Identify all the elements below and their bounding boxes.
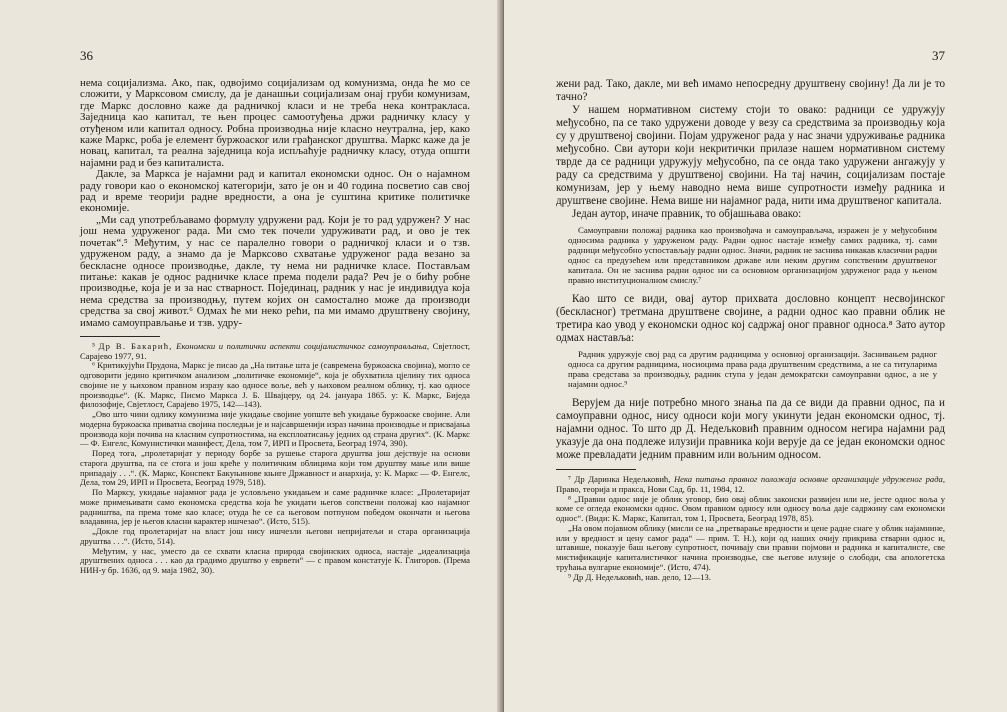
- right-page: [504, 0, 1007, 712]
- footnote-8-cont: „На овом појавном облику (мисли се на „претварање вредности и цене радне снаге у облик најамнине, или у вредност и цену самог рада“ — прим. Т. Н.), који од наших очију прикрива стварни однос и, штавише, показује баш његову супротност, почивају сви правни појмови и радника и капиталисте, све мистификације капиталистичког начина производње, све његове илузије о слободи, сва апологетска трућања вулгарне економије“. (Исто, 474).: [556, 522, 945, 572]
- paragraph: У нашем нормативном систему стоји то овако: радници се удружују међусобно, па се тако удружени доводе у везу са средствима за производњу која су у друштвеној својини. Појам удруженог рада у нас значи удруживање радника међусобно. Сви аутори који некритички прилазе нашем нормативном систему тврде да се радници удружују међусобно, па се онда тако удружени ангажују у раду са средствима у друштвеној својини. На тај начин, социјализам постаје комунизам, јер у њему наводно нема више супротности између радника и друштвене својине. Нема више ни најамног рада, нити има друштвеног капитала.: [556, 104, 945, 207]
- footnote-6-cont: Међутим, у нас, уместо да се схвати класна природа својинских односа, настаје „идеализација друштвених односа . . . као да градимо друштво у еврвети“ — с правом констатује К. Глигоров. (Према НИН-у бр. 1636, од 9. маја 1982, 30).: [80, 545, 470, 576]
- paragraph: нема социјализма. Ако, пак, одвојимо социјализам од комунизма, онда ће мо се сложити, у Марксовом смислу, да је данашњи социјализам онај груби комунизам, где Маркс дословно каже да радничкој класи и не треба нека контракласа. Заједница као капитал, те њен процес самоотуђења држи радничку класу у отуђеном или капитал односу. Робна производња није класно неутрална, јер, како каже Маркс, роба је елемент буржоаског или грађанског друштва. Маркс каже да је новац, капитал, та реална заједница која испљаћује радничку класу, отуда општи најамни рад и без капиталиста.: [80, 77, 470, 169]
- footnote-7: ⁷ Др Даринка Недељковић, Нека питања правног положаја основне организације удруженог рада, Право, теорија и пракса, Нови Сад, бр. 11, 1984, 12.: [556, 474, 945, 494]
- footnote-rule: [80, 336, 160, 337]
- footnote-9: ⁹ Др Д. Недељковић, нав. дело, 12—13.: [568, 571, 712, 582]
- footnote-8: ⁸ „Правни однос није је облик уговор, био овај облик законски развијен или не, јесте однос воља у коме се огледа економски однос. Овом правном односу или односу воља даје садржину сам економски однос“. (Види: К. Маркс, Капитал, том 1, Просвета, Београд 1978, 85).: [556, 493, 945, 523]
- block-quote: [556, 349, 945, 389]
- footnotes: [80, 342, 470, 576]
- footnote-6-cont: Поред тога, „пролетаријат у периоду борбе за рушење старога друштва још дејствује на основи старога друштва, па се стога и још креће у политичким облицима који том друштву мање или више припадају . . .“. (К. Маркс, Конспект Бакуњинове књиге Државност и анархија, у: К. Маркс — Ф. Енгелс, Дела, том 29, ИРП и Просвета, Београд 1979, 518).: [80, 448, 470, 488]
- quote-text: Радник удружује свој рад са другим радницима у основној организацији. Заснивањем радног односа са другим радницима, носиоцима права рада друштвеним средствима, а не са титуларима права средстава за производњу, радник ступа у један демократски самоуправни однос, а не у најамни однос.⁹: [568, 349, 937, 389]
- block-quote: [556, 225, 945, 285]
- paragraph: „Ми сад употребљавамо формулу удружени рад. Који је то рад удружен? У нас још нема удруженог рада. Ми смо тек почели удруживати рад, и ово је тек почетак“.⁵ Међутим, у нас се паралелно говори о радничкој класи и о тзв. удруженом раду, а знамо да је Марксово схватање удруженог рада везано за бескласне односе производње, дакле, ту нема ни радничке класе. Постављам питање: какав је однос радничке класе према подели рада? Реч је о бићу робне производње, која је и за нас стварност. Појединац, радник у нас је индивидуа која нема средства за производњу, путем којих он самостално може да производи средства за свој живот.⁶ Одмах ће ми неко рећи, па ми имамо друштвену својину, имамо самоуправљање и тзв. удру-: [80, 213, 470, 329]
- left-page: [0, 0, 503, 712]
- footnote-6-cont: По Марксу, укидање најамног рада је условљено укидањем и саме радничке класе: „Пролетаријат може примењивати само економска средства која ће укидати његов сопствени положај као најамног радништва, па према томе као класе; отуда ће се са његовом потпуном победом окончати и његова владавина, јер је његов класни карактер ишчезао“. (Исто, 515).: [80, 487, 470, 527]
- footnote-6: ⁶ Критикујући Прудона, Маркс је писао да „На питање шта је (савремена буржоаска својина), могло се одговорити једино критичком анализом „политичке економије“, која је обухватила цјелину тих односа својине не у њиховом правном изразу као односе воље, већ у њиховом реалном облику, тј. као односе производње“. (К. Маркс, Писмо Маркса Ј. Б. Швајцеру, од 24. јануара 1865. у: К. Маркс, Биједа филозофије, Свјетлост, Сарајево 1975, 142—143).: [80, 360, 470, 410]
- footnote-5: ⁵ Др В. Бакарић, Економски и политички аспекти социјалистичког самоуправљања, Свјетлост, Сарајево 1977, 91.: [80, 340, 471, 361]
- paragraph: жени рад. Тако, дакле, ми већ имамо непосредну друштвену својину! Да ли је то тачно?: [556, 78, 945, 103]
- footnote-6-cont: „Докле год пролетаријат на власт још нису ишчезли његови непријатељи и стара организација друштва . . .“. (Исто, 514).: [80, 526, 470, 546]
- main-text: [556, 78, 945, 462]
- footnote-6-cont: „Ово што чини одлику комунизма није укидање својине уопште већ укидање буржоаске својине. Али модерна буржоаска приватна својина последњи је и најсавршенији израз начина производње и присвајања производа који почива на класним супротностима, на експлоатисању једних од страна других“. (К. Маркс — Ф. Енгелс, Комунистички манифест, Дела, том 7, ИРП и Просвета, Београд 1974, 390).: [80, 409, 470, 449]
- main-text: [80, 78, 470, 329]
- paragraph: Као што се види, овај аутор прихвата дословно концепт несвојинског (бескласног) третмана друштвене својине, а радни однос као правни облик не третира као увод у економски однос кој садржај оног правног односа.⁸ Зато аутор одмах наставља:: [556, 293, 945, 344]
- paragraph: Дакле, за Маркса је најамни рад и капитал економски однос. Он о најамном раду говори као о економској категорији, зато је он и 40 година посветио сав свој рад и време теорији радне вредности, а она је суштина критике политичке економије.: [80, 168, 470, 215]
- page-number: 37: [932, 48, 945, 63]
- paragraph: Верујем да није потребно много знања па да се види да правни однос, па и самоуправни однос, нису односи који могу укинути један економски однос, тј. најамни однос. То што др Д. Недељковић правним односом негира најамни рад указује да она подлеже илузији правника који верује да се један економски однос може превладати једним правним или вољним односом.: [556, 397, 945, 461]
- paragraph: Један аутор, иначе правник, то објашњава овако:: [572, 208, 802, 220]
- footnote-rule: [556, 469, 636, 470]
- footnotes: [556, 475, 945, 582]
- quote-text: Самоуправни положај радника као произвођача и самоуправљача, изражен је у међусобним односима радника у удруженом раду. Радни однос настаје између самих радника, тј. сами радници међусобно успостављају радни однос. Значи, радник не заснива никакав класични радни однос са предузећем или представником државе или неким другим сопственим друштвеног капитала. Он не заснива радни однос ни са основном организацијом удруженог рада у њеном правно институционалном смислу.⁷: [568, 225, 937, 285]
- page-number: 36: [80, 48, 93, 63]
